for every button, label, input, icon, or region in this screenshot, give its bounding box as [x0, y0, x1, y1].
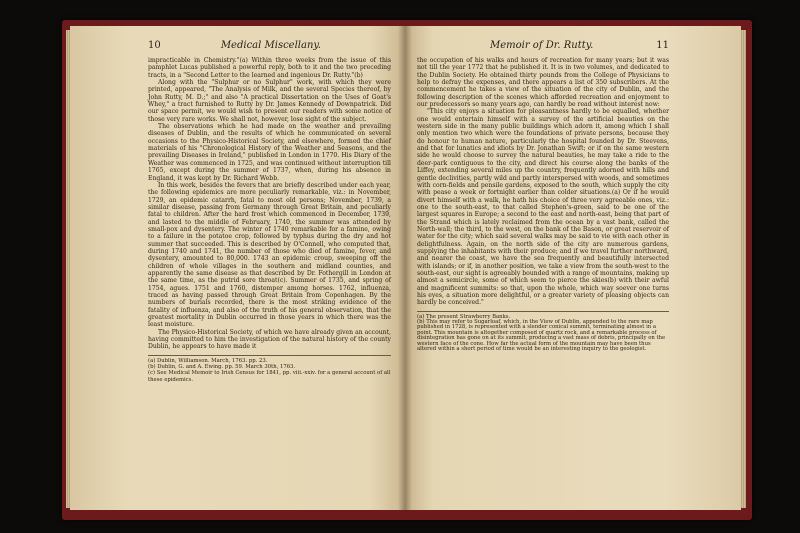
paragraph: The Physico-Historical Society, of which we have already given an account, having committed to him the investigation of the natural history of the county Dublin, he appears to have made it	[148, 328, 391, 351]
footnote: (b) This may refer to Sugarloaf, which, in the View of Dublin, appended to the rare map published in 1728, is represented with a slender conical summit, terminating almost in a point. This mountain is altogether composed of quartz rock, and a remarkable process of disintegration has gone on at its summit, producing a vast mass of debris, principally on the western face of the cone. How far the actual form of the mountain may have been thus altered within a short period of time would be an interesting inquiry to the geologist.	[417, 318, 666, 353]
paragraph: "This city enjoys a situation for pleasantness hardly to be equalled, whether one would entertain himself with a survey of the artificial beauties on the western side in the many public buildings which adorn it, among which I shall only mention two which were the foundations of private persons, because they do honour to human nature, particularly the hospital founded by Dr. Steevens, and that for lunatics and idiots by Dr. Jonathan Swift; or if on the same western side he would choose to survey the natural beauties, he may take a ride to the deer-park contiguous to the city, and direct his course along the banks of the Liffey, extending several miles up the country, frequently adorned with hills and gentle declivities, partly wild and partly interspersed with woods, and sometimes with corn-fields and pensile gardens, exposed to the south, which supply the city with pease a week or fortnight earlier than colder situations.(a) Or if he would divert himself with a walk, he hath his choice of three very agreeable ones, viz.: one to the south-east, to that called Stephen's-green, said to be one of the largest squares in Europe; a second to the east and north-east, being that part of the Strand which is lately reclaimed from the ocean by a vast bank, called the North-wall; the third, to the west, on the bank of the Bason, or great reservoir of water for the city; which said several walks may be said to vie with each other in delightfulness. Again, on the north side of the city are numerous gardens, supplying the inhabitants with their produce; and if we travel further northward, and nearer the coast, we have the sea frequently and beautifully intersected with islands; or if, in another position, we take a view from the south-west to the south-east, our sight is agreeably bounded with a range of mountains, making up almost a semicircle, some of which seem to pierce the skies(b) with their awful and magnificent summits: so that, upon the whole, which way soever one turns his eyes, a situation more delightful, or a greater variety of pleasing objects can hardly be conceived."	[417, 108, 669, 307]
right-page-body	[417, 57, 669, 307]
running-head-left: Medical Miscellany.	[220, 40, 321, 51]
paragraph: the occupation of his walks and hours of recreation for many years; but it was not till the year 1772 that he published it. It is in two volumes, and dedicated to the Dublin Society. He obtained thirty pounds from the College of Physicians to help to defray the expenses, and there appears a list of 350 subscribers. At the commencement he takes a view of the situation of the city of Dublin, and the following description of the scenes which afforded recreation and enjoyment to our predecessors so many years ago, can hardly be read without interest now:	[417, 57, 669, 109]
footnote: (a) The present Strawberry Banks.	[417, 313, 511, 320]
paragraph: impracticable in Chemistry."(a) Within three weeks from the issue of this pamphlet Lucas published a powerful reply, both to it and the two preceding tracts, in a "Second Letter to the learned and ingenious Dr. Rutty."(b)	[148, 57, 391, 79]
left-page-body	[148, 57, 391, 351]
footnote: (b) Dublin, G. and A. Ewing. pp. 59. March 30th, 1763.	[148, 364, 296, 371]
page-number-right: 11	[656, 40, 669, 51]
footnote: (c) See Medical Memoir to Irish Census for 1841, pp. viii.-xxiv. for a general account of all these epidemics.	[148, 370, 391, 383]
paragraph: In this work, besides the fevers that are briefly described under each year, the following epidemics are more peculiarly remarkable, viz.: in November, 1729, an epidemic catarrh, fatal to most old persons; November, 1739, a similar disease, passing from Germany through Great Britain, and peculiarly fatal to children. After the hard frost which commenced in December, 1739, and lasted to the middle of February, 1740, the summer was attended by small-pox and dysentery. The winter of 1740 remarkable for a famine, owing to a failure in the potatoe crop, followed by typhus during the dry and hot summer that succeeded. This is described by O'Connell, who computed that, during 1740 and 1741, the number of those who died of famine, fever, and dysentery, amounted to 80,000. 1743 an epidemic croup, sweeping off the children of whole villages in the southern and midland counties, and apparently the same disease as that described by Dr. Fothergill in London at the same time, as the putrid sore throat(c). Summer of 1735, and spring of 1754, agues. 1751 and 1760, distemper among horses. 1762, influenza, traced as having passed through Great Britain from Copenhagen. By the numbers of burials recorded, there is the most striking evidence of the fatality of influenza, and also of the truth of his general observation, that the greatest mortality in Dublin occurred in those years in which there was the least moisture.	[148, 181, 391, 329]
right-footnotes	[417, 311, 669, 353]
paragraph: The observations which he had made on the weather and prevailing diseases of Dublin, and the results of which he communicated on several occasions to the Physico-Historical Society, and elsewhere, formed the chief materials of his "Chronological History of the Weather and Seasons, and the prevailing Diseases in Ireland," published in London in 1770. His Diary of the Weather was commenced in 1725, and was continued without interruption till 1765, except during the summer of 1737, when, during his absence in England, it was kept by Dr. Richard Webb.	[148, 123, 391, 182]
page-number-left: 10	[148, 40, 161, 51]
footnote: (a) Dublin, Williamson. March, 1763. pp. 23.	[148, 357, 268, 364]
left-page-header	[148, 40, 391, 51]
running-head-right: Memoir of Dr. Rutty.	[489, 40, 594, 51]
right-page	[405, 26, 741, 510]
right-page-header	[417, 40, 669, 51]
left-page	[70, 26, 405, 510]
book-gutter	[398, 26, 412, 510]
left-footnotes	[148, 355, 391, 383]
paragraph: Along with the "Sulphur or no Sulphur" work, with which they were printed, appeared, "The Analysis of Milk, and the several Species thereof, by John Rutty, M. D.;" and also "A practical Dissertation on the Uses of Goat's Whey," a tract furnished to Rutty by Dr. James Kennedy of Downpatrick. Did our space permit, we would wish to present our readers with some notice of those very rare works. We shall not, however, lose sight of the subject.	[148, 79, 391, 123]
